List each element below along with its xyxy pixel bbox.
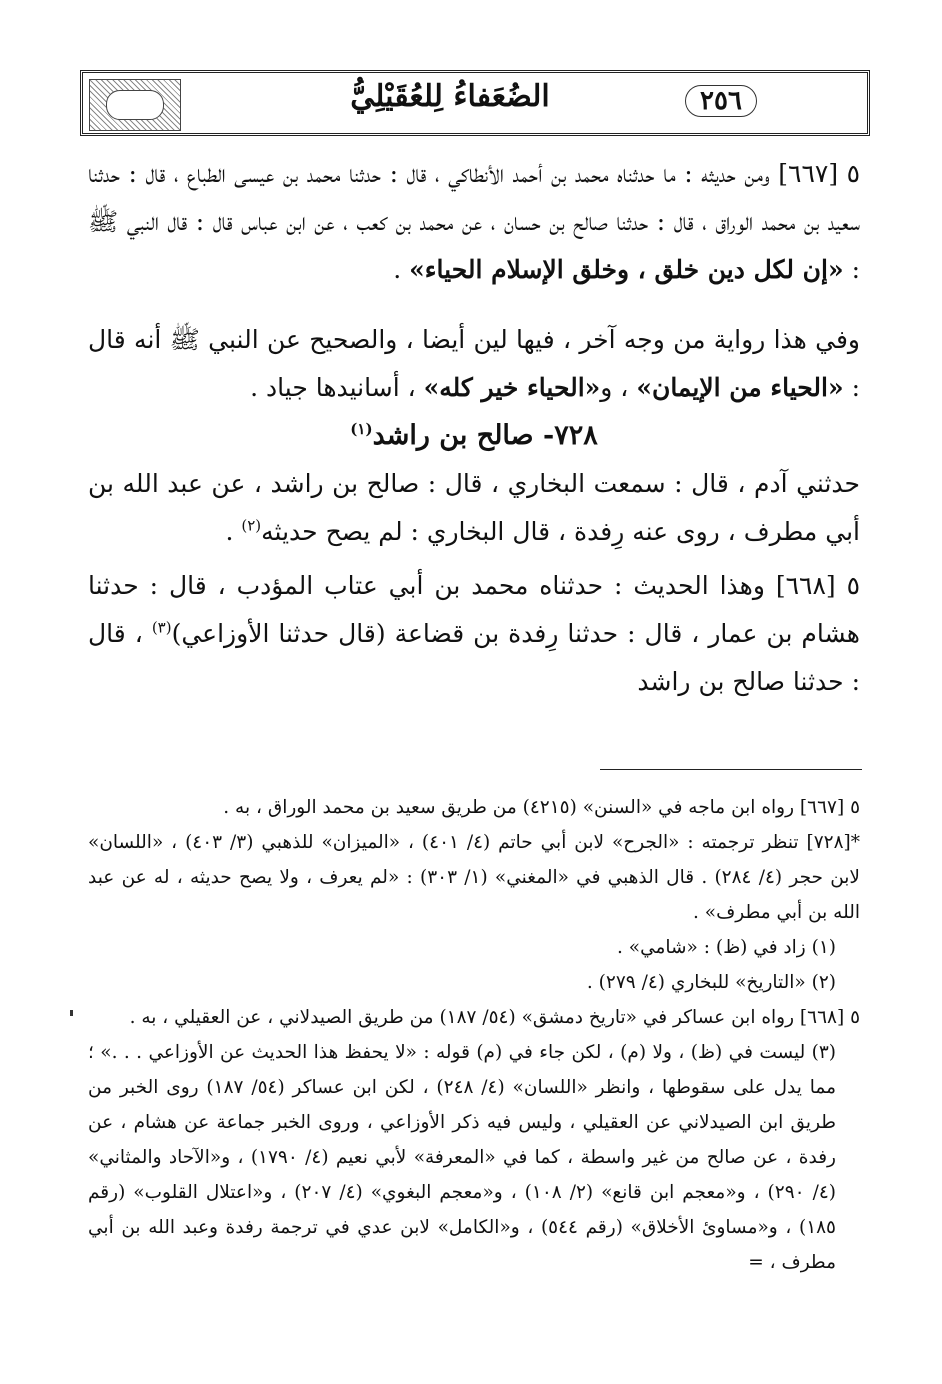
- footnote-divider: [600, 769, 862, 770]
- footnote-ref-2: (٢): [241, 516, 262, 535]
- footnote-728: *[٧٢٨] تنظر ترجمته : «الجرح» لابن أبي حاتم (٤/ ٤٠١) ، «الميزان» للذهبي (٣/ ٤٠٣) ، «اللسان» لابن حجر (٤/ ٢٨٤) . قال الذهبي في «المغني» (١/ ٣٠٣) : «لم يعرف ، ولا يصح حديثه ، له عن عبد الله بن أبي مطرف» .: [88, 832, 860, 923]
- entry-heading: ٧٢٨- صالح بن راشد$^{(١)}$: [350, 420, 598, 451]
- hadith-text: «إن لكل دين خلق ، وخلق الإسلام الحياء»: [409, 255, 844, 284]
- paragraph-entry: حدثني آدم ، قال : سمعت البخاري ، قال : صالح بن راشد ، عن عبد الله بن أبي مطرف ، روى عنه رِفدة ، قال البخاري : لم يصح حديثه$^{(٢)}$ .: [88, 469, 860, 546]
- paragraph-668: ٥ [٦٦٨] وهذا الحديث : حدثناه محمد بن أبي عتاب المؤدب ، قال : حدثنا هشام بن عمار ، قال : حدثنا رِفدة بن قضاعة (قال حدثنا الأوزاعي)$^{(٣)}$ ، قال : حدثنا صالح بن راشد: [88, 571, 861, 696]
- footnote-ref-1: (١): [350, 420, 373, 438]
- hadith-text-2: «الحياء خير كله»: [423, 373, 601, 402]
- paragraph-comment: وفي هذا رواية من وجه آخر ، فيها لين أيضا ، والصحيح عن النبي ﷺ أنه قال : «الحياء من الإيمان» ، و«الحياء خير كله» ، أسانيدها جياد .: [88, 325, 860, 402]
- footnote-1: (١) زاد في (ظ) : «شامي» .: [617, 937, 836, 958]
- footnote-3: (٣) ليست في (ظ) ، ولا (م) ، لكن جاء في (م) قوله : «لا يحفظ هذا الحديث عن الأوزاعي . . .» ؛ مما يدل على سقوطها ، وانظر «اللسان» (٤/ ٢٤٨) ، لكن ابن عساكر (٥٤/ ١٨٧) روى الخبر من طريق ابن الصيدلاني عن العقيلي ، وليس فيه ذكر الأوزاعي ، وروى الخبر جماعة عن هشام ، عن رفدة ، عن صالح من غير واسطة ، كما في «المعرفة» لأبي نعيم (٤/ ١٧٩٠) ، و«الآحاد والمثاني» (٤/ ٢٩٠) ، و«معجم ابن قانع» (٢/ ١٠٨) ، و«معجم البغوي» (٤/ ٢٠٧) ، و«اعتلال القلوب» (رقم ١٨٥) ، و«مساوئ الأخلاق» (رقم ٥٤٤) ، و«الكامل» لابن عدي في ترجمة رفدة وعبد الله بن أبي مطرف ، =: [88, 1042, 836, 1273]
- footnote-668: ٥ [٦٦٨] رواه ابن عساكر في «تاريخ دمشق» (٥٤/ ١٨٧) من طريق الصيدلاني ، عن العقيلي ، به .: [129, 1007, 860, 1028]
- hadith-text-1: «الحياء من الإيمان»: [636, 373, 844, 402]
- paragraph-667: ٥ [٦٦٧] ومن حديثه : ما حدثناه محمد بن أحمد الأنطاكي ، قال : حدثنا محمد بن عيسى الطباع ، قال : حدثنا سعيد بن محمد الوراق ، قال : حدثنا صالح بن حسان ، عن محمد بن كعب ، عن ابن عباس قال : قال النبي ﷺ : «إن لكل دين خلق ، وخلق الإسلام الحياء» .: [88, 159, 861, 284]
- page-number: ٢٥٦: [685, 85, 757, 117]
- main-text: [88, 150, 860, 706]
- footnote-667: ٥ [٦٦٧] رواه ابن ماجه في «السنن» (٤٢١٥) من طريق سعيد بن محمد الوراق ، به .: [223, 797, 860, 818]
- margin-mark: [70, 1010, 73, 1016]
- ornament-left-icon: [89, 79, 181, 131]
- footnotes: [88, 790, 860, 1280]
- page-header: [80, 70, 870, 136]
- book-title: الضُعَفاءُ لِلعُقَيْلِيُّ: [350, 79, 550, 114]
- footnote-2: (٢) «التاريخ» للبخاري (٤/ ٢٧٩) .: [586, 972, 836, 993]
- footnote-ref-3: (٣): [151, 618, 172, 637]
